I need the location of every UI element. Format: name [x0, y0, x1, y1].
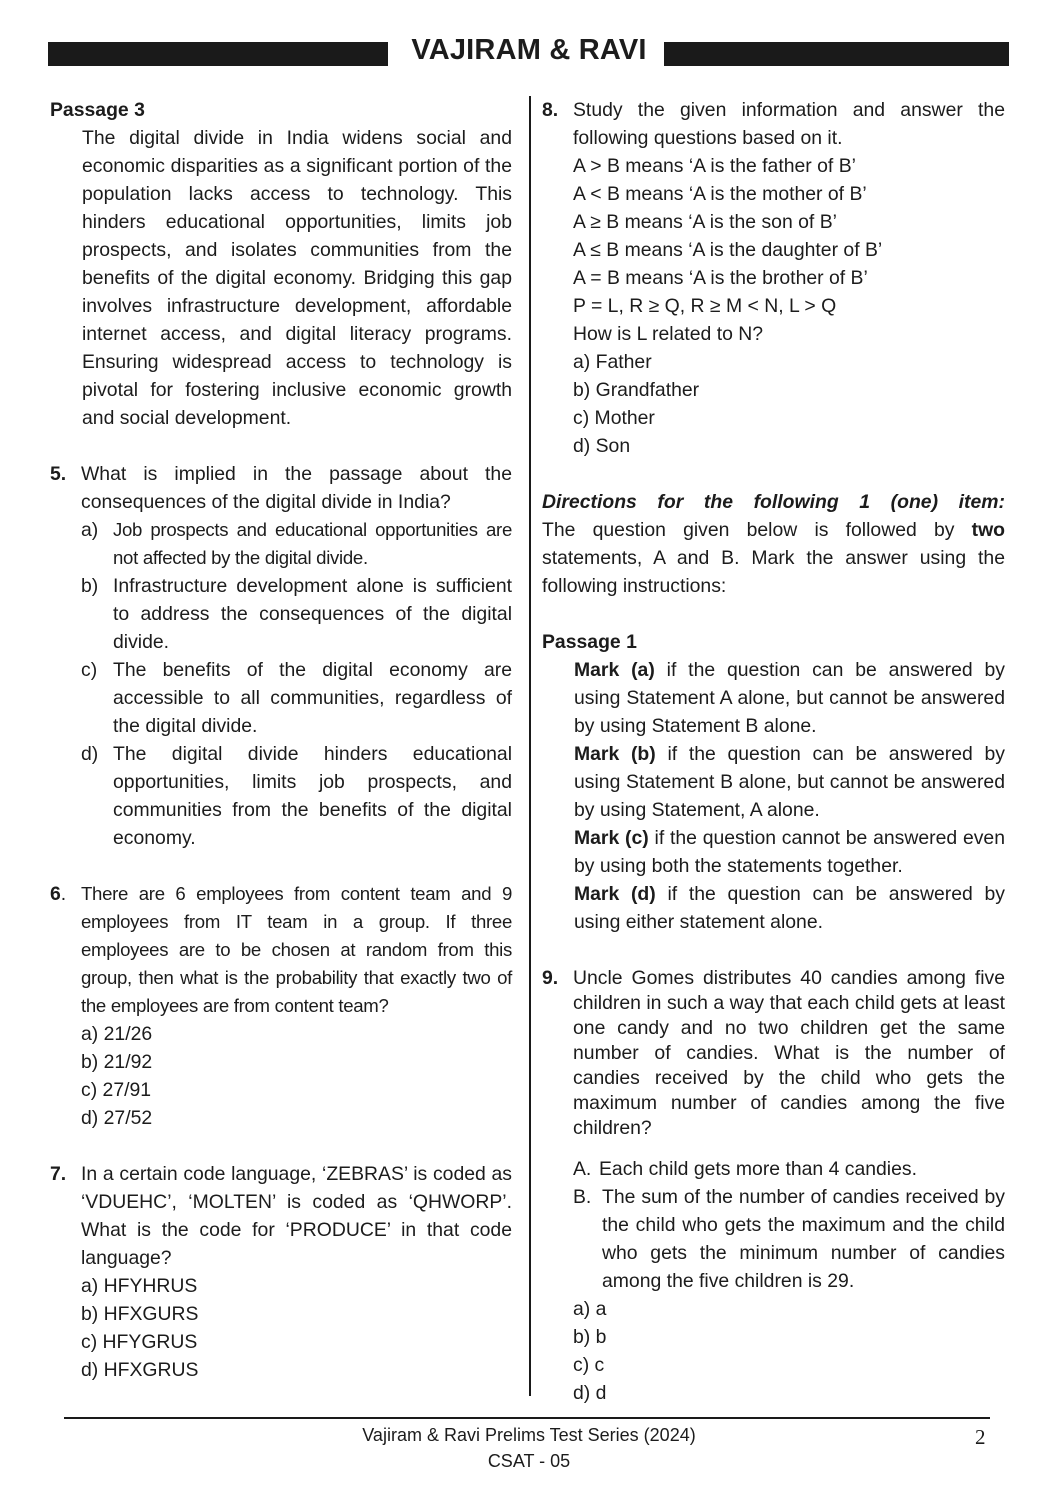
relation-line: A < B means ‘A is the mother of B’	[573, 183, 867, 205]
footer-rule	[64, 1417, 990, 1419]
statement-label: B.	[573, 1186, 592, 1208]
option-a: a) 21/26	[81, 1023, 153, 1045]
option-text: Infrastructure development alone is sufficient to address the consequences of the digital divide.	[113, 575, 512, 653]
question-7	[50, 1160, 512, 1384]
statement-a	[573, 1155, 1005, 1183]
question-number: 8.	[542, 99, 559, 121]
option-a	[81, 516, 512, 572]
option-a: a) a	[573, 1298, 607, 1320]
option-d: d) Son	[573, 435, 631, 457]
option-label: d)	[81, 743, 99, 765]
option-text: The benefits of the digital economy are accessible to all communities, regardless of the digital divide.	[113, 659, 512, 737]
option-text: Job prospects and educational opportunities are not affected by the digital divide.	[113, 519, 512, 568]
left-column	[50, 96, 512, 1384]
option-b: b) b	[573, 1326, 607, 1348]
option-c: c) HFYGRUS	[81, 1331, 198, 1353]
mark-c: Mark (c) if the question cannot be answered even by using both the statements together.	[574, 827, 1005, 877]
option-label: b)	[81, 575, 99, 597]
question-text: What is implied in the passage about the consequences of the digital divide in India?	[81, 463, 512, 513]
question-6	[50, 880, 512, 1132]
option-c: c) Mother	[573, 407, 655, 429]
option-b: b) Grandfather	[573, 379, 700, 401]
statement-text: Each child gets more than 4 candies.	[599, 1158, 917, 1180]
page-number: 2	[975, 1425, 986, 1449]
relation-line: P = L, R ≥ Q, R ≥ M < N, L > Q	[573, 295, 837, 317]
passage-3-text: The digital divide in India widens social and economic disparities as a significant portion of the population lacks access to technology. This hinders educational opportunities, limits job prospects, and isolates communities from the benefits of the digital economy. Bridging this gap involves infrastructure development, affordable internet access, and digital literacy programs. Ensuring widespread access to technology is pivotal for fostering inclusive economic growth and social development.	[82, 127, 512, 429]
question-5	[50, 460, 512, 852]
right-column	[542, 96, 1005, 1407]
relation-line: A = B means ‘A is the brother of B’	[573, 267, 868, 289]
option-a: a) HFYHRUS	[81, 1275, 198, 1297]
option-b: b) 21/92	[81, 1051, 153, 1073]
footer-code: CSAT - 05	[487, 1451, 571, 1471]
column-divider	[529, 96, 531, 1396]
footer-series: Vajiram & Ravi Prelims Test Series (2024)	[362, 1425, 696, 1445]
question-9-statements	[542, 1155, 1005, 1407]
question-text: Uncle Gomes distributes 40 candies among five children in such a way that each child gets at least one candy and no two children get the same number of candies. What is the number of candies received by the child who gets the maximum number of candies among the five children?	[573, 967, 1005, 1139]
statement-text: The sum of the number of candies received by the child who gets the maximum and the child who gets the minimum number of candies among the five children is 29.	[602, 1186, 1005, 1292]
page-title: VAJIRAM & RAVI	[0, 34, 1058, 67]
option-a: a) Father	[573, 351, 652, 373]
question-9	[542, 964, 1005, 1141]
passage-1-heading: Passage 1	[542, 631, 637, 653]
option-d: d) d	[573, 1382, 607, 1404]
option-d: d) HFXGRUS	[81, 1359, 199, 1381]
option-c	[81, 656, 512, 740]
option-label: a)	[81, 519, 99, 541]
question-number: 5.	[50, 463, 67, 485]
statement-b	[573, 1183, 1005, 1295]
question-number: 7.	[50, 1163, 67, 1185]
mark-d: Mark (d) if the question can be answered by using either statement alone.	[574, 883, 1005, 933]
statement-label: A.	[573, 1158, 592, 1180]
relation-line: A > B means ‘A is the father of B’	[573, 155, 856, 177]
question-text: Study the given information and answer the following questions based on it.	[573, 99, 1005, 149]
option-d	[81, 740, 512, 852]
mark-b: Mark (b) if the question can be answered by using Statement B alone, but cannot be answered by using Statement, A alone.	[574, 743, 1005, 821]
question-number: 9.	[542, 967, 559, 989]
relation-line: A ≥ B means ‘A is the son of B’	[573, 211, 837, 233]
option-d: d) 27/52	[81, 1107, 153, 1129]
option-c: c) 27/91	[81, 1079, 152, 1101]
mark-a: Mark (a) if the question can be answered by using Statement A alone, but cannot be answered by using Statement B alone.	[574, 659, 1006, 737]
question-8	[542, 96, 1005, 460]
option-b	[81, 572, 512, 656]
option-b: b) HFXGURS	[81, 1303, 199, 1325]
relation-line: How is L related to N?	[573, 323, 764, 345]
directions-text: The question given below is followed by two statements, A and B. Mark the answer using the following instructions:	[542, 519, 1005, 597]
option-label: c)	[81, 659, 98, 681]
passage-3-heading: Passage 3	[50, 99, 145, 121]
option-text: The digital divide hinders educational opportunities, limits job prospects, and communities from the benefits of the digital economy.	[113, 743, 512, 849]
question-text: There are 6 employees from content team and 9 employees from IT team in a group. If three employees are to be chosen at random from this group, then what is the probability that exactly two of the employees are from content team?	[81, 883, 512, 1016]
relation-line: A ≤ B means ‘A is the daughter of B’	[573, 239, 883, 261]
question-number: 6.	[50, 883, 67, 905]
directions-heading: Directions for the following 1 (one) item:	[542, 491, 1005, 513]
option-c: c) c	[573, 1354, 605, 1376]
question-text: In a certain code language, ‘ZEBRAS’ is coded as ‘VDUEHC’, ‘MOLTEN’ is coded as ‘QHWORP’. What is the code for ‘PRODUCE’ in that code language?	[81, 1163, 512, 1269]
